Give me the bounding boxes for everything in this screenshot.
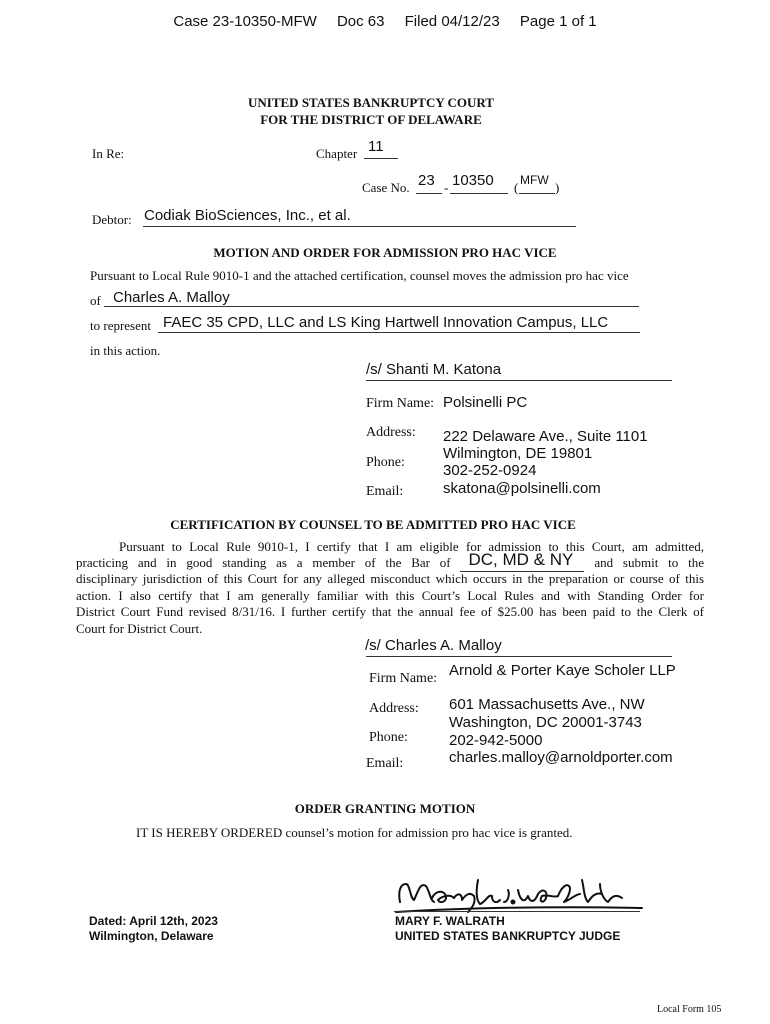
cert-address-line1: 601 Massachusetts Ave., NW bbox=[449, 696, 645, 713]
header-doc: Doc 63 bbox=[336, 13, 385, 30]
judge-signature-line bbox=[394, 911, 640, 912]
motion-phone-value: 302-252-0924 bbox=[443, 462, 537, 479]
judge-signature-image bbox=[392, 872, 644, 916]
motion-firm-value: Polsinelli PC bbox=[443, 394, 528, 411]
motion-address-line1: 222 Delaware Ave., Suite 1101 bbox=[443, 428, 648, 445]
represent-label: to represent bbox=[90, 318, 152, 333]
local-form-number: Local Form 105 bbox=[657, 1004, 722, 1015]
motion-title: MOTION AND ORDER FOR ADMISSION PRO HAC VICE bbox=[213, 245, 557, 260]
case-year-underline bbox=[416, 193, 442, 194]
motion-signature: /s/ Shanti M. Katona bbox=[366, 361, 502, 378]
debtor-label: Debtor: bbox=[92, 212, 132, 227]
chapter-label: Chapter bbox=[316, 146, 358, 161]
header-page: Page 1 of 1 bbox=[519, 13, 597, 30]
dated-text: Dated: April 12th, 2023 bbox=[89, 914, 218, 928]
case-no-label: Case No. bbox=[362, 180, 410, 195]
judge-title: UNITED STATES BANKRUPTCY JUDGE bbox=[395, 929, 621, 943]
cert-email-label: Email: bbox=[366, 756, 404, 771]
judge-name: MARY F. WALRATH bbox=[395, 914, 505, 928]
judge-initials: MFW bbox=[520, 173, 549, 187]
chapter-underline bbox=[364, 158, 398, 159]
court-title-line2: FOR THE DISTRICT OF DELAWARE bbox=[260, 112, 482, 127]
case-paren-close: ) bbox=[555, 180, 560, 195]
header-filed: Filed 04/12/23 bbox=[404, 13, 500, 30]
case-number-underline bbox=[450, 193, 508, 194]
motion-email-value: skatona@polsinelli.com bbox=[443, 480, 601, 497]
motion-signature-line bbox=[366, 380, 672, 381]
place-text: Wilmington, Delaware bbox=[89, 929, 214, 943]
cert-address-label: Address: bbox=[369, 701, 419, 716]
order-title: ORDER GRANTING MOTION bbox=[294, 801, 476, 816]
certification-line-6: Court for District Court. bbox=[76, 621, 203, 636]
docket-header bbox=[0, 13, 770, 30]
case-dash: - bbox=[444, 180, 449, 195]
bar-admissions-value: DC, MD & NY bbox=[468, 549, 574, 569]
cert-signature-line bbox=[366, 656, 672, 657]
counsel-name-value: Charles A. Malloy bbox=[113, 289, 230, 306]
represent-underline bbox=[158, 332, 640, 333]
certification-title: CERTIFICATION BY COUNSEL TO BE ADMITTED PRO HAC VICE bbox=[170, 517, 576, 532]
case-number: 10350 bbox=[452, 172, 494, 189]
of-underline bbox=[104, 306, 639, 307]
order-text: IT IS HEREBY ORDERED counsel’s motion for admission pro hac vice is granted. bbox=[136, 825, 573, 840]
cert-address-line2: Washington, DC 20001-3743 bbox=[449, 714, 642, 731]
motion-address-label: Address: bbox=[366, 425, 416, 440]
header-case: Case 23-10350-MFW bbox=[173, 13, 317, 30]
cert-email-value: charles.malloy@arnoldporter.com bbox=[449, 749, 673, 766]
represented-party-value: FAEC 35 CPD, LLC and LS King Hartwell Innovation Campus, LLC bbox=[163, 314, 609, 331]
cert-phone-value: 202-942-5000 bbox=[449, 732, 543, 749]
motion-firm-label: Firm Name: bbox=[366, 396, 435, 411]
cert-firm-label: Firm Name: bbox=[369, 671, 438, 686]
cert-firm-value: Arnold & Porter Kaye Scholer LLP bbox=[449, 662, 676, 679]
certification-line-3: disciplinary jurisdiction of this Court for any alleged misconduct which occurs in the preparation or course of this bbox=[76, 571, 704, 586]
case-paren-open: ( bbox=[514, 180, 519, 195]
certification-line-1: Pursuant to Local Rule 9010-1, I certify that I am eligible for admission to this Court, am admitted, bbox=[119, 539, 704, 554]
of-label: of bbox=[90, 293, 101, 308]
in-re-label: In Re: bbox=[92, 146, 125, 161]
motion-phone-label: Phone: bbox=[366, 455, 405, 470]
cert-phone-label: Phone: bbox=[369, 730, 408, 745]
motion-email-label: Email: bbox=[366, 484, 404, 499]
motion-address-line2: Wilmington, DE 19801 bbox=[443, 445, 593, 462]
court-title-line1: UNITED STATES BANKRUPTCY COURT bbox=[248, 95, 494, 110]
debtor-underline bbox=[143, 226, 576, 227]
chapter-value: 11 bbox=[368, 138, 384, 155]
judge-initials-underline bbox=[519, 193, 555, 194]
motion-intro: Pursuant to Local Rule 9010-1 and the attached certification, counsel moves the admission pro hac vice bbox=[90, 268, 629, 283]
in-this-action: in this action. bbox=[90, 343, 161, 358]
certification-line-5: District Court Fund revised 8/31/16. I further certify that the annual fee of $25.00 has been paid to the Clerk of bbox=[76, 604, 704, 619]
certification-line-2: practicing and in good standing as a member of the Bar of DC, MD & NY and submit to the bbox=[76, 549, 704, 570]
case-year: 23 bbox=[418, 172, 435, 189]
cert-signature: /s/ Charles A. Malloy bbox=[365, 637, 502, 654]
certification-line-4: action. I also certify that I am generally familiar with this Court’s Local Rules and with Standing Order for bbox=[76, 588, 704, 603]
debtor-value: Codiak BioSciences, Inc., et al. bbox=[144, 207, 351, 224]
